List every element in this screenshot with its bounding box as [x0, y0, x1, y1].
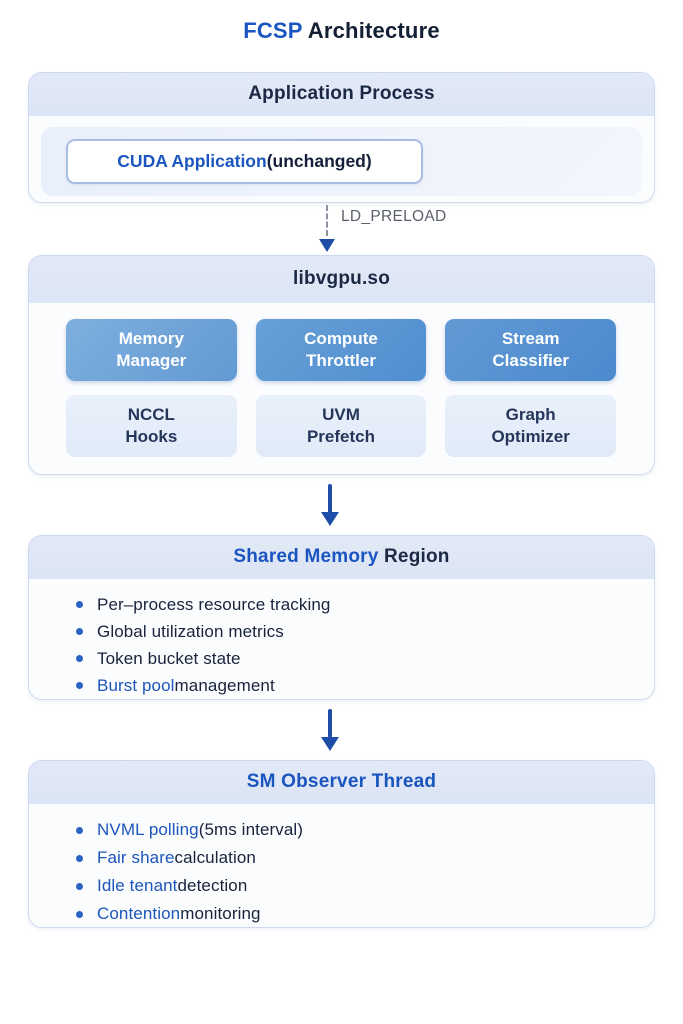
cuda-application-suffix: (unchanged) [266, 151, 372, 171]
bullet-icon [76, 601, 83, 608]
libvgpu-module-grid [29, 303, 654, 457]
list-item-highlight: Fair share [97, 848, 175, 867]
cuda-application-label: CUDA Application [117, 151, 267, 171]
list-item [76, 844, 634, 872]
application-process-panel [41, 127, 642, 196]
list-item-text: management [174, 676, 275, 695]
list-item [76, 591, 634, 618]
module-nccl-hooks [66, 395, 237, 457]
bullet-icon [76, 655, 83, 662]
module-label-line2: Manager [116, 351, 187, 370]
shared-memory-header [29, 536, 654, 579]
sm-observer-header-highlight: SM Observer Thread [246, 771, 437, 792]
libvgpu-card [28, 255, 655, 475]
shared-memory-header-highlight: Shared Memory [233, 546, 379, 567]
module-stream-classifier [445, 319, 616, 381]
application-process-card [28, 72, 655, 203]
sm-observer-header [29, 761, 654, 804]
bullet-icon [76, 827, 83, 834]
bullet-icon [76, 911, 83, 918]
page-title [0, 18, 683, 44]
list-item [76, 672, 634, 699]
page-title-highlight: FCSP [243, 18, 303, 43]
module-label-line1: Memory [118, 329, 184, 348]
module-label-line1: Graph [505, 405, 556, 424]
list-item [76, 618, 634, 645]
list-item [76, 816, 634, 844]
list-item-text: Token bucket state [97, 649, 241, 668]
module-label-line2: Optimizer [491, 427, 570, 446]
list-item-text: Global utilization metrics [97, 622, 284, 641]
shared-memory-list [29, 579, 654, 699]
bullet-icon [76, 883, 83, 890]
ld-preload-connector [0, 203, 683, 255]
module-label-line1: Compute [304, 329, 378, 348]
bullet-icon [76, 682, 83, 689]
shared-memory-header-rest: Region [378, 546, 450, 567]
arrow-down-icon [319, 239, 335, 252]
list-item-text: Per–process resource tracking [97, 595, 331, 614]
list-item-text: (5ms interval) [198, 820, 304, 839]
list-item-text: calculation [174, 848, 256, 867]
arrow-stem [328, 709, 332, 738]
bullet-icon [76, 855, 83, 862]
list-item-highlight: Idle tenant [97, 876, 178, 895]
list-item [76, 872, 634, 900]
module-label-line1: UVM [322, 405, 360, 424]
ld-preload-label: LD_PRELOAD [341, 208, 447, 225]
module-graph-optimizer [445, 395, 616, 457]
list-item-highlight: Burst pool [97, 676, 175, 695]
application-process-header: Application Process [29, 73, 654, 116]
list-item-text: detection [177, 876, 248, 895]
arrow-down-icon [321, 737, 339, 751]
module-label-line1: NCCL [127, 405, 175, 424]
cuda-application-box [66, 139, 423, 184]
dashed-line [326, 205, 328, 236]
list-item-highlight: Contention [97, 904, 181, 923]
shared-memory-card [28, 535, 655, 700]
list-item [76, 900, 634, 928]
module-label-line2: Throttler [306, 351, 376, 370]
libvgpu-header: libvgpu.so [29, 256, 654, 303]
module-label-line2: Classifier [492, 351, 569, 370]
list-item [76, 645, 634, 672]
libvgpu-to-shared-connector [0, 475, 683, 535]
module-label-line2: Hooks [125, 427, 178, 446]
application-process-body [29, 116, 654, 203]
module-compute-throttler [256, 319, 427, 381]
arrow-stem [328, 484, 332, 513]
list-item-text: monitoring [180, 904, 261, 923]
page-title-rest: Architecture [302, 18, 440, 43]
bullet-icon [76, 628, 83, 635]
sm-observer-list [29, 804, 654, 928]
sm-observer-card [28, 760, 655, 928]
module-label-line2: Prefetch [306, 427, 375, 446]
list-item-highlight: NVML polling [97, 820, 199, 839]
module-memory-manager [66, 319, 237, 381]
shared-to-observer-connector [0, 700, 683, 760]
arrow-down-icon [321, 512, 339, 526]
module-label-line1: Stream [501, 329, 560, 348]
module-uvm-prefetch [256, 395, 427, 457]
